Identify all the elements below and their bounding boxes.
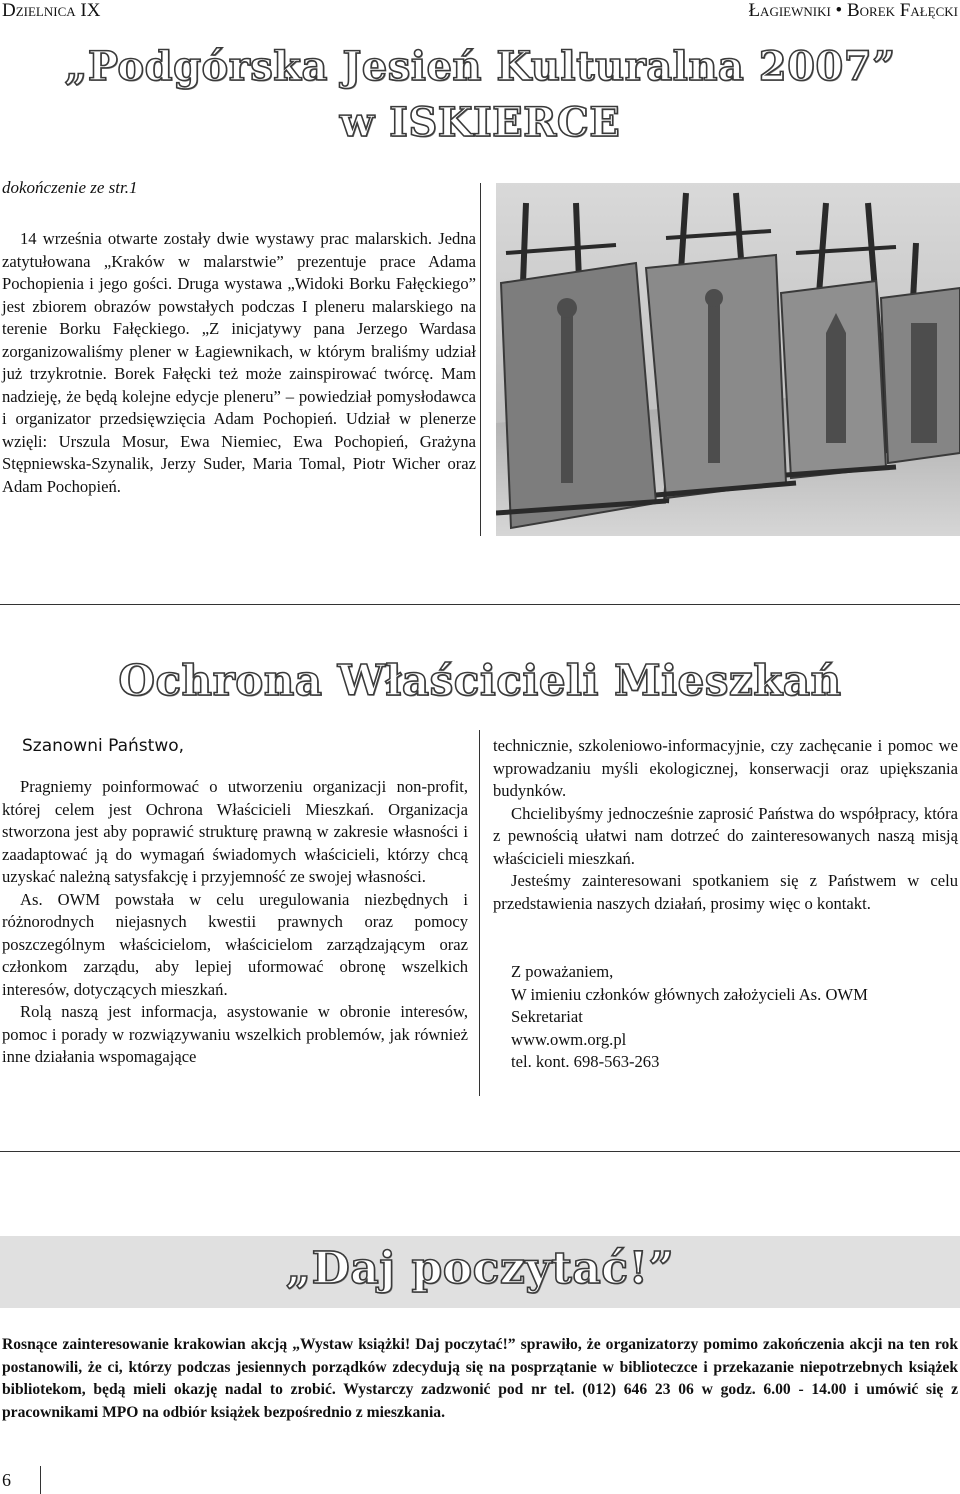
article-2-right-column [493, 735, 958, 915]
column-divider-2 [479, 730, 480, 1096]
article-1-title-line1: „Podgórska Jesień Kulturalna 2007” [64, 43, 896, 90]
article-3-title: „Daj poczytać!” [285, 1243, 675, 1294]
article-2-paragraph-5: Chcielibyśmy jednocześnie zaprosić Państwa do współpracy, która z pewnością ułatwi nam dotrzeć do zainteresowanych naszą misją właścicieli mieszkań. [493, 803, 958, 868]
column-divider-1 [480, 183, 481, 536]
article-2-paragraph-2: As. OWM powstała w celu uregulowania niezbędnych i różnorodnych niejasnych kwestii prawnych oraz pomocy poszczególnym właścicielom, właścicielom zarządzającym oraz członkom zarządu, aby lepiej uformować obronę wszelkich interesów, dotyczących mieszkań. [2, 889, 468, 999]
easels-photo [496, 183, 960, 536]
article-2-paragraph-4: technicznie, szkoleniowo-informacyjnie, czy zachęcanie i pomoc we wprowadzaniu myśli ekologicznej, konserwacji oraz upiększania budynków. [493, 736, 958, 800]
continued-note: dokończenie ze str.1 [2, 178, 138, 197]
article-1-body: 14 września otwarte zostały dwie wystawy prac malarskich. Jedna zatytułowana „Kraków w malarstwie” prezentuje prace Adama Pochopienia i jego gości. Druga wystawa „Widoki Borku Fałęckiego” jest zbiorem obrazów powstałych podczas I pleneru malarskiego na terenie Borku Fałęckiego. „Z inicjatywy pana Jerzego Wardasa zorganizowaliśmy plener w Łagiewnikach, w którym braliśmy udział już trzykrotnie. Borek Fałęcki też może zainspirować twórcę. Mam nadzieję, że będą kolejne edycje pleneru” – powiedział pomysłodawca i organizator przedsięwzięcia Adam Pochopień. Udział w plenerze wzięli: Urszula Mosur, Ewa Niemiec, Ewa Pochopień, Grażyna Stępniewska-Szynalik, Jerzy Suder, Maria Tomal, Piotr Wicher oraz Adam Pochopień. [2, 229, 476, 496]
signature-secretariat: Sekretariat [511, 1007, 583, 1026]
easels-photo-illustration [496, 183, 960, 536]
article-3-body: Rosnące zainteresowanie krakowian akcją „Wystaw książki! Daj poczytać!” sprawiło, że organizatorzy pomimo zakończenia akcji na ten rok postanowili, że ci, którzy podczas jesiennych porządków zdecydują się na posprzątanie w biblioteczce i przekazanie niepotrzebnych książek bibliotekom, będą mieli okazję nadal to zrobić. Wystarczy zadzwonić pod nr tel. (012) 646 23 06 w godz. 6.00 - 14.00 i umówić się z pracownikami MPO na odbiór książek bezpośrednio z mieszkania. [2, 1336, 958, 1421]
section-rule-1 [0, 604, 960, 605]
article-2-paragraph-1: Pragniemy poinformować o utworzeniu organizacji non-profit, której celem jest Ochrona Właścicieli Mieszkań. Organizacja stworzona jest aby poprawić strukturę prawną w zakresie własności i zaadaptować ją do wymagań świadomych właścicieli, którzy chcą uzyskać należną satysfakcję i przyjemność ze swojej własności. [2, 777, 468, 886]
header-locations: Łagiewniki • Borek Fałęcki [748, 0, 958, 21]
greeting: Szanowni Państwo, [22, 736, 185, 756]
article-2-paragraph-3: Rolą naszą jest informacja, asystowanie w obronie interesów, pomoc i porady w rozwiązywaniu wszelkich problemów, jak również inne działania wspomagające [2, 1002, 468, 1066]
header-district: Dzielnica IX [2, 0, 101, 21]
signature-closing: Z poważaniem, [511, 962, 614, 981]
signature-on-behalf: W imieniu członków głównych założycieli As. OWM [511, 984, 868, 1004]
article-1-title-line2: w ISKIERCE [339, 99, 621, 146]
footer-rule [40, 1466, 41, 1494]
article-2-title: Ochrona Właścicieli Mieszkań [118, 656, 842, 705]
article-2-paragraph-6: Jesteśmy zainteresowani spotkaniem się z Państwem w celu przedstawienia naszych działań, prosimy więc o kontakt. [493, 871, 958, 913]
signature-block [511, 961, 868, 1074]
article-2-left-column [2, 776, 468, 1069]
section-rule-2 [0, 1151, 960, 1152]
signature-phone: tel. kont. 698-563-263 [511, 1052, 660, 1071]
signature-website: www.owm.org.pl [511, 1029, 627, 1049]
page-number: 6 [2, 1470, 11, 1490]
